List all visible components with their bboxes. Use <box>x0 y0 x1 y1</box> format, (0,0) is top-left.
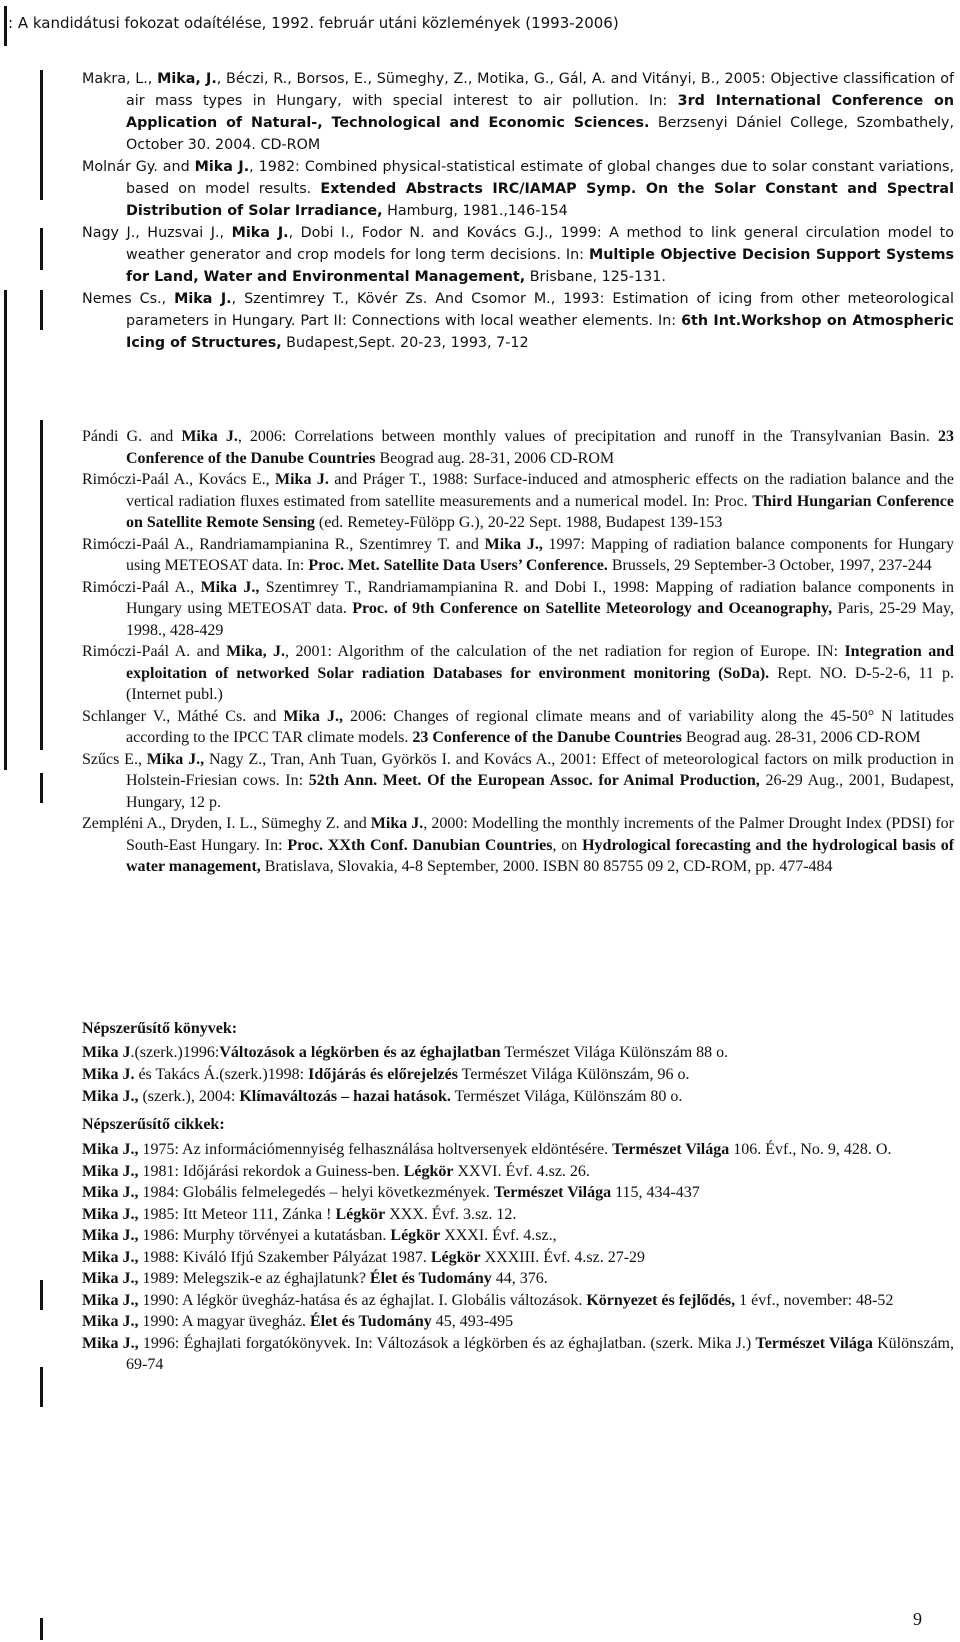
change-bar <box>40 1367 43 1407</box>
books-list <box>82 1042 954 1108</box>
articles-list <box>82 1139 954 1376</box>
book-entry: Mika J. és Takács Á.(szerk.)1998: Időjárás és előrejelzés Természet Világa Különszám, 96 o. <box>82 1066 690 1083</box>
change-bar <box>40 228 43 270</box>
article-entry: Mika J., 1975: Az információmennyiség felhasználása holtversenyek eldöntésére. Természet Világa 106. Évf., No. 9, 428. O. <box>82 1141 892 1158</box>
change-bar <box>4 290 7 770</box>
reference-entry: Pándi G. and Mika J., 2006: Correlations between monthly values of precipitation and runoff in the Transylvanian Basin. 23 Conference of the Danube Countries Beograd aug. 28-31, 2006 CD-ROM <box>82 428 955 467</box>
change-bar <box>40 420 43 750</box>
article-entry: Mika J., 1990: A magyar üvegház. Élet és Tudomány 45, 493-495 <box>82 1313 514 1330</box>
references-block-b <box>82 426 954 878</box>
reference-entry: Molnár Gy. and Mika J., 1982: Combined physical-statistical estimate of global changes due to solar constant variations, based on model results. Extended Abstracts IRC/IAMAP Symp. On the Solar Constant and Spectral Distribution of Solar Irradiance, Hamburg, 1981.,146-154 <box>82 159 954 219</box>
reference-entry: Rimóczi-Paál A., Mika J., Szentimrey T., Randriamampianina R. and Dobi I., 1998: Mapping of radiation balance components in Hungary using METEOSAT data. Proc. of 9th Conference on Satellite Meteorology and Oceanography, Paris, 25-29 May, 1998., 428-429 <box>82 578 954 639</box>
books-heading: Népszerűsítő könyvek: <box>82 1020 238 1037</box>
reference-entry: Makra, L., Mika, J., Béczi, R., Borsos, E., Sümeghy, Z., Motika, G., Gál, A. and Vitányi, B., 2005: Objective classification of air mass types in Hungary, with special interest to air pollution. In: 3rd International Conference on Application of Natural-, Technological and Economic Sciences. Berzsenyi Dániel College, Szombathely, October 30. 2004. CD-ROM <box>82 71 955 153</box>
book-entry: Mika J., (szerk.), 2004: Klímaváltozás – hazai hatások. Természet Világa, Különszám 80 o. <box>82 1088 683 1105</box>
reference-entry: Nemes Cs., Mika J., Szentimrey T., Kövér Zs. And Csomor M., 1993: Estimation of icing from other meteorological parameters in Hungary. Part II: Connections with local weather elements. In: 6th Int.Workshop on Atmospheric Icing of Structures, Budapest,Sept. 20-23, 1993, 7-12 <box>82 291 955 351</box>
reference-entry: Zempléni A., Dryden, I. L., Sümeghy Z. and Mika J., 2000: Modelling the monthly increments of the Palmer Drought Index (PDSI) for South-East Hungary. In: Proc. XXth Conf. Danubian Countries, on Hydrological forecasting and the hydrological basis of water management, Bratislava, Slovakia, 4-8 September, 2000. ISBN 80 85755 09 2, CD-ROM, pp. 477-484 <box>82 815 955 875</box>
change-bar <box>40 70 43 200</box>
articles-heading: Népszerűsítő cikkek: <box>82 1116 225 1133</box>
article-entry: Mika J., 1985: Itt Meteor 111, Zánka ! Légkör XXX. Évf. 3.sz. 12. <box>82 1205 517 1223</box>
reference-entry: Rimóczi-Paál A. and Mika, J., 2001: Algorithm of the calculation of the net radiation for region of Europe. IN: Integration and exploitation of networked Solar radiation Databases for environment monitoring (SoDa). Rept. NO. D-5-2-6, 11 p. (Internet publ.) <box>82 643 955 703</box>
article-entry: Mika J., 1986: Murphy törvényei a kutatásban. Légkör XXXI. Évf. 4.sz., <box>82 1227 557 1244</box>
article-entry: Mika J., 1984: Globális felmelegedés – helyi következmények. Természet Világa 115, 434-437 <box>82 1184 700 1201</box>
change-bar <box>40 290 43 330</box>
page-header: : A kandidátusi fokozat odaítélése, 1992. február utáni közlemények (1993-2006) <box>8 14 619 32</box>
reference-entry: Rimóczi-Paál A., Kovács E., Mika J. and Práger T., 1988: Surface-induced and atmospheric effects on the radiation balance and the vertical radiation fluxes estimated from satellite measurements and a numerical model. In: Proc. Third Hungarian Conference on Satellite Remote Sensing (ed. Remetey-Fülöpp G.), 20-22 Sept. 1988, Budapest 139-153 <box>82 471 955 531</box>
book-entry: Mika J.(szerk.)1996:Változások a légkörben és az éghajlatban Természet Világa Különszám 88 o. <box>82 1044 729 1061</box>
article-entry: Mika J., 1996: Éghajlati forgatókönyvek. In: Változások a légkörben és az éghajlatban. (szerk. Mika J.) Természet Világa Különszám, 69-74 <box>82 1334 955 1373</box>
reference-entry: Schlanger V., Máthé Cs. and Mika J., 2006: Changes of regional climate means and of variability along the 45-50° N latitudes according to the IPCC TAR climate models. 23 Conference of the Danube Countries Beograd aug. 28-31, 2006 CD-ROM <box>82 707 955 746</box>
article-entry: Mika J., 1988: Kiváló Ifjú Szakember Pályázat 1987. Légkör XXXIII. Évf. 4.sz. 27-29 <box>82 1248 646 1266</box>
change-bar <box>40 1280 43 1310</box>
change-bar <box>40 773 43 803</box>
reference-entry: Rimóczi-Paál A., Randriamampianina R., Szentimrey T. and Mika J., 1997: Mapping of radiation balance components for Hungary using METEOSAT data. In: Proc. Met. Satellite Data Users’ Conference. Brussels, 29 September-3 October, 1997, 237-244 <box>82 535 954 574</box>
change-bar <box>4 6 7 46</box>
article-entry: Mika J., 1981: Időjárási rekordok a Guiness-ben. Légkör XXVI. Évf. 4.sz. 26. <box>82 1162 590 1180</box>
article-entry: Mika J., 1990: A légkör üvegház-hatása és az éghajlat. I. Globális változások. Környezet és fejlődés, 1 évf., november: 48-52 <box>82 1291 894 1309</box>
article-entry: Mika J., 1989: Melegszik-e az éghajlatunk? Élet és Tudomány 44, 376. <box>82 1270 548 1287</box>
reference-entry: Nagy J., Huzsvai J., Mika J., Dobi I., Fodor N. and Kovács G.J., 1999: A method to link general circulation model to weather generator and crop models for long term decisions. In: Multiple Objective Decision Support Systems for Land, Water and Environmental Management, Brisbane, 125-131. <box>82 225 955 285</box>
change-bar <box>40 1618 43 1640</box>
references-block-a <box>82 68 954 354</box>
page-number: 9 <box>913 1609 922 1629</box>
reference-entry: Szűcs E., Mika J., Nagy Z., Tran, Anh Tuan, Györkös I. and Kovács A., 2001: Effect of meteorological factors on milk production in Holstein-Friesian cows. In: 52th Ann. Meet. Of the European Assoc. for Animal Production, 26-29 Aug., 2001, Budapest, Hungary, 12 p. <box>82 750 955 811</box>
